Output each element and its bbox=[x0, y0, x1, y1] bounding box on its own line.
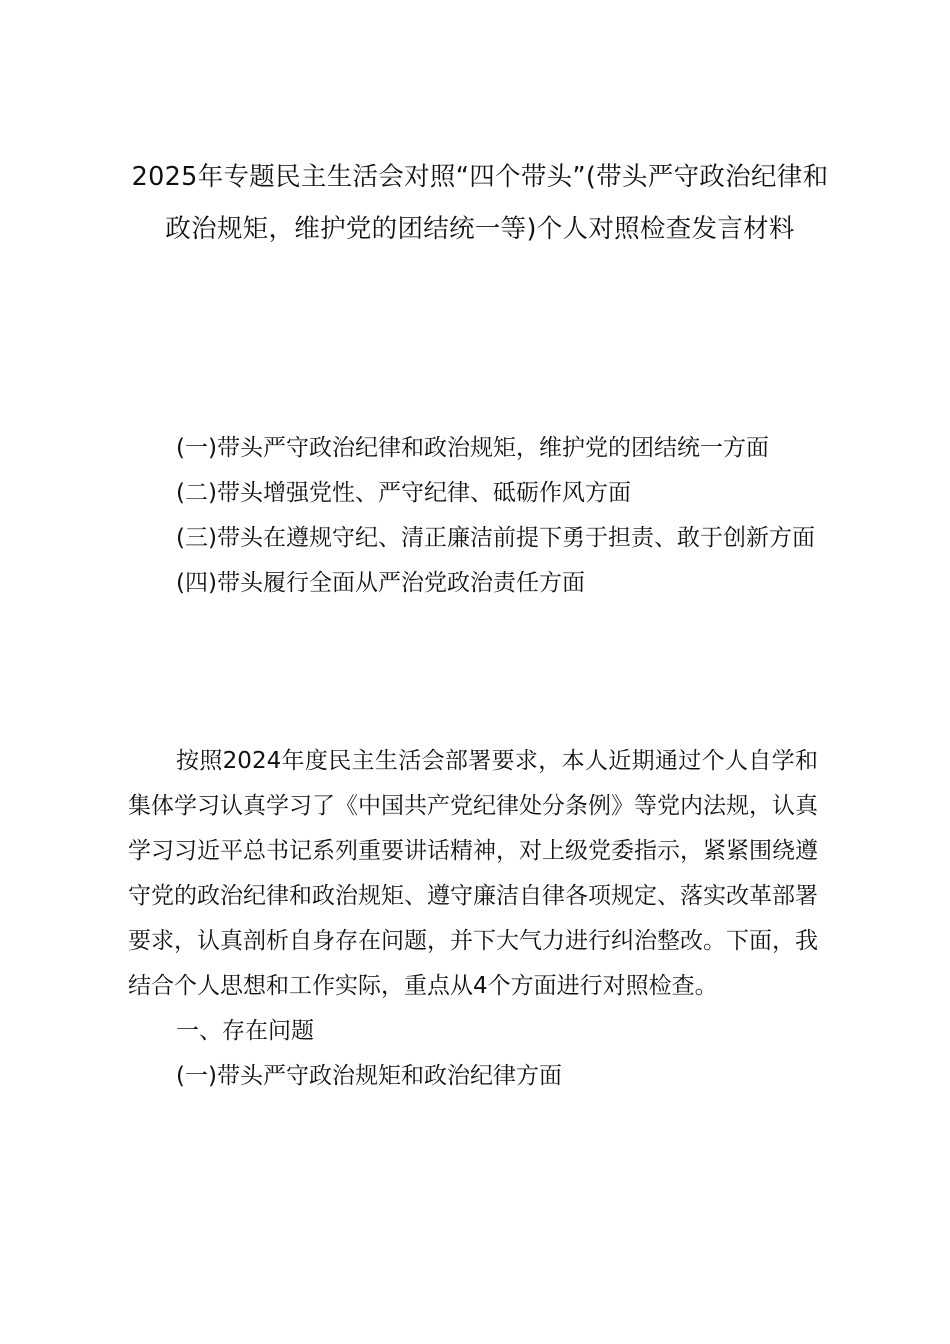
outline-item: (一)带头严守政治纪律和政治规矩，维护党的团结统一方面 bbox=[176, 435, 769, 461]
outline-item: (三)带头在遵规守纪、清正廉洁前提下勇于担责、敢于创新方面 bbox=[176, 525, 815, 551]
outline-item: (二)带头增强党性、严守纪律、砥砺作风方面 bbox=[176, 480, 631, 506]
document-body bbox=[128, 739, 818, 1099]
subsection-heading: (一)带头严守政治规矩和政治纪律方面 bbox=[176, 1063, 562, 1089]
intro-paragraph: 按照2024年度民主生活会部署要求，本人近期通过个人自学和集体学习认真学习了《中国共产党纪律处分条例》等党内法规，认真学习习近平总书记系列重要讲话精神，对上级党委指示，紧紧围绕遵守党的政治纪律和政治规矩、遵守廉洁自律各项规定、落实改革部署要求，认真剖析自身存在问题，并下大气力进行纠治整改。下面，我结合个人思想和工作实际，重点从4个方面进行对照检查。 bbox=[128, 748, 818, 999]
outline-item: (四)带头履行全面从严治党政治责任方面 bbox=[176, 570, 585, 596]
topic-outline bbox=[128, 426, 818, 606]
document-title: 2025年专题民主生活会对照“四个带头”(带头严守政治纪律和政治规矩，维护党的团结统一等)个人对照检查发言材料 bbox=[131, 162, 829, 244]
section-heading: 一、存在问题 bbox=[176, 1018, 314, 1044]
